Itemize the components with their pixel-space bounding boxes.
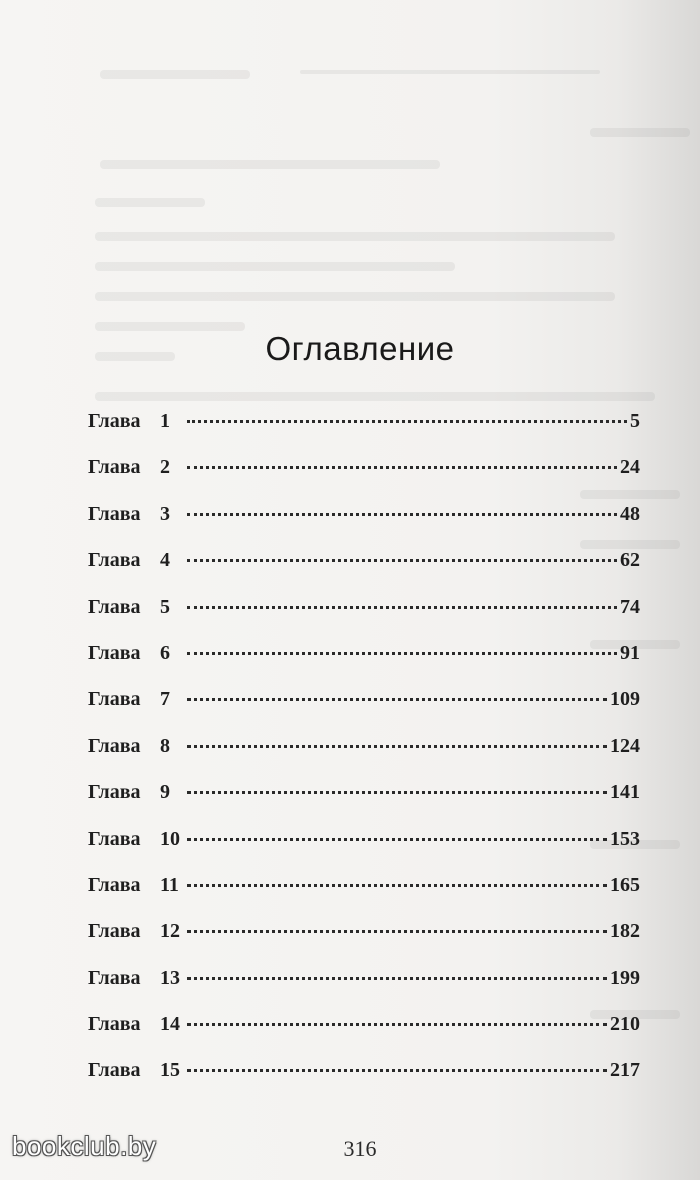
dot-leader (187, 838, 607, 841)
toc-title: Оглавление (265, 330, 455, 367)
chapter-number: 9 (160, 781, 170, 804)
chapter-number: 5 (160, 595, 170, 618)
chapter-label: Глава (88, 966, 141, 989)
chapter-page-number: 210 (610, 1013, 640, 1036)
dot-leader (187, 1069, 607, 1072)
toc-entry (88, 828, 640, 874)
chapter-number: 11 (160, 873, 179, 896)
chapter-label: Глава (88, 502, 141, 525)
chapter-label: Глава (88, 1059, 141, 1082)
chapter-label: Глава (88, 595, 141, 618)
chapter-number: 15 (160, 1059, 180, 1082)
dot-leader (187, 420, 627, 423)
dot-leader (187, 930, 607, 933)
chapter-page-number: 91 (620, 641, 640, 664)
dot-leader (187, 1023, 607, 1026)
dot-leader (187, 559, 617, 562)
chapter-page-number: 165 (610, 873, 640, 896)
dot-leader (187, 513, 617, 516)
toc-entry (88, 503, 640, 549)
toc-entry (88, 735, 640, 781)
chapter-page-number: 109 (610, 688, 640, 711)
chapter-label: Глава (88, 456, 141, 479)
toc-entry (88, 596, 640, 642)
chapter-number: 1 (160, 410, 170, 432)
chapter-page-number: 199 (610, 966, 640, 989)
chapter-label: Глава (88, 410, 141, 432)
chapter-number: 3 (160, 502, 170, 525)
chapter-page-number: 74 (620, 595, 640, 618)
dot-leader (187, 884, 607, 887)
chapter-page-number: 5 (630, 410, 640, 432)
dot-leader (187, 745, 607, 748)
chapter-label: Глава (88, 781, 141, 804)
toc-entry (88, 874, 640, 920)
chapter-number: 12 (160, 920, 180, 943)
dot-leader (187, 977, 607, 980)
chapter-label: Глава (88, 734, 141, 757)
dot-leader (187, 791, 607, 794)
chapter-number: 6 (160, 641, 170, 664)
toc-entry (88, 688, 640, 734)
chapter-page-number: 217 (610, 1059, 640, 1082)
toc-entry (88, 1013, 640, 1059)
chapter-number: 2 (160, 456, 170, 479)
chapter-page-number: 153 (610, 827, 640, 850)
toc-entry (88, 549, 640, 595)
chapter-label: Глава (88, 688, 141, 711)
chapter-number: 13 (160, 966, 180, 989)
chapter-page-number: 182 (610, 920, 640, 943)
chapter-number: 8 (160, 734, 170, 757)
chapter-label: Глава (88, 827, 141, 850)
page-number: 316 (343, 1136, 377, 1161)
toc-entry (88, 920, 640, 966)
chapter-label: Глава (88, 920, 141, 943)
toc-entry (88, 410, 640, 456)
toc-entry (88, 456, 640, 502)
toc-entry (88, 781, 640, 827)
dot-leader (187, 652, 617, 655)
toc-entry (88, 642, 640, 688)
chapter-label: Глава (88, 1013, 141, 1036)
chapter-page-number: 124 (610, 734, 640, 757)
dot-leader (187, 466, 617, 469)
toc-list (88, 410, 640, 1106)
chapter-number: 4 (160, 549, 170, 572)
watermark: bookclub.by (12, 1131, 157, 1161)
chapter-page-number: 62 (620, 549, 640, 572)
chapter-number: 7 (160, 688, 170, 711)
chapter-page-number: 48 (620, 502, 640, 525)
dot-leader (187, 698, 607, 701)
dot-leader (187, 606, 617, 609)
chapter-page-number: 24 (620, 456, 640, 479)
chapter-number: 10 (160, 827, 180, 850)
chapter-label: Глава (88, 641, 141, 664)
chapter-page-number: 141 (610, 781, 640, 804)
chapter-label: Глава (88, 549, 141, 572)
chapter-number: 14 (160, 1013, 180, 1036)
toc-entry (88, 967, 640, 1013)
chapter-label: Глава (88, 873, 141, 896)
toc-entry (88, 1059, 640, 1105)
